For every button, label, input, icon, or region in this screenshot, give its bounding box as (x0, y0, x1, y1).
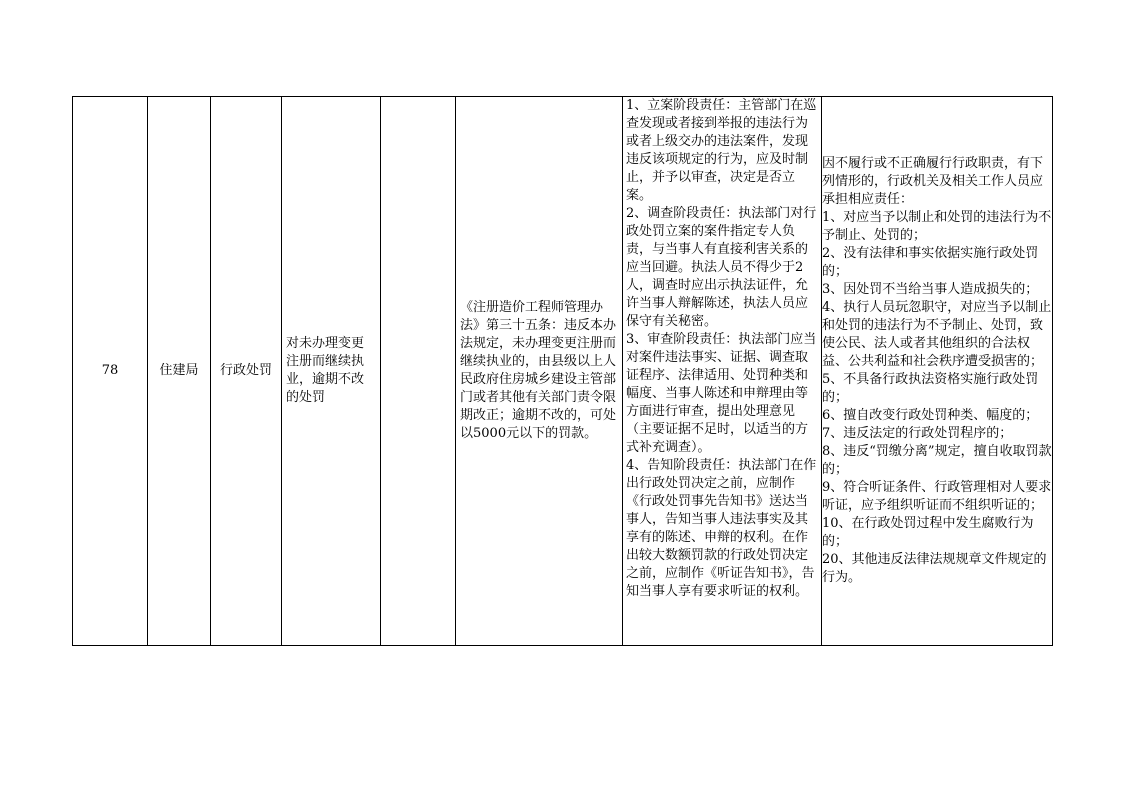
accountability-item: 10、在行政处罚过程中发生腐败行为的； (822, 516, 1034, 549)
accountability-item: 因不履行或不正确履行行政职责，有下列情形的，行政机关及相关工作人员应承担相应责任： (822, 156, 1044, 207)
row-number: 78 (101, 363, 119, 378)
item-name: 对未办理变更注册而继续执业，逾期不改的处罚 (286, 336, 365, 405)
responsibility-item: 3、审查阶段责任：执法部门应当对案件违法事实、证据、调查取证程序、法律适用、处罚种类和幅度、当事人陈述和申辩理由等方面进行审查，提出处理意见（主要证据不足时，以适当的方式补充调查）。 (626, 332, 817, 455)
department: 住建局 (159, 363, 199, 378)
accountability-item: 8、违反“罚缴分离”规定，擅自收取罚款的； (822, 444, 1052, 477)
power-type-cell (211, 97, 282, 646)
responsibility-list (626, 97, 818, 601)
responsibility-clip (623, 97, 821, 645)
department-cell (148, 97, 211, 646)
row-number-cell (73, 97, 148, 646)
accountability-item: 3、因处罚不当给当事人造成损失的； (822, 282, 1039, 297)
accountability-item: 5、不具备行政执法资格实施行政处罚的； (822, 372, 1039, 405)
power-type: 行政处罚 (219, 363, 272, 378)
responsibility-cell (623, 97, 822, 646)
responsibility-item: 4、告知阶段责任：执法部门在作出行政处罚决定之前，应制作《行政处罚事先告知书》送达当事人，告知当事人违法事实及其享有的陈述、申辩的权利。在作出较大数额罚款的行政处罚决定之前，应制作《听证告知书》，告知当事人享有要求听证的权利。 (626, 458, 817, 599)
table-row (73, 97, 1053, 646)
legal-basis-cell (456, 97, 623, 646)
accountability-item: 20、其他违反法律法规规章文件规定的行为。 (822, 552, 1047, 585)
accountability-item: 1、对应当予以制止和处罚的违法行为不予制止、处罚的； (822, 210, 1052, 243)
legal-basis: 《注册造价工程师管理办法》第三十五条：违反本办法规定，未办理变更注册而继续执业的，由县级以上人民政府住房城乡建设主管部门或者其他有关部门责令限期改正；逾期不改的，可处以5000元以下的罚款。 (460, 300, 617, 441)
power-list-table (72, 96, 1053, 646)
accountability-item: 7、违反法定的行政处罚程序的； (822, 426, 1013, 441)
responsibility-item: 2、调查阶段责任：执法部门对行政处罚立案的案件指定专人负责，与当事人有直接利害关系的应当回避。执法人员不得少于2人，调查时应出示执法证件，允许当事人辩解陈述，执法人员应保守有关秘密。 (626, 206, 817, 329)
accountability-item: 9、符合听证条件、行政管理相对人要求听证，应予组织听证而不组织听证的； (822, 480, 1052, 513)
accountability-cell (822, 97, 1053, 646)
sub-item-cell (381, 97, 456, 646)
item-name-cell (282, 97, 381, 646)
accountability-item: 6、擅自改变行政处罚种类、幅度的； (822, 408, 1039, 423)
accountability-item: 2、没有法律和事实依据实施行政处罚的； (822, 246, 1039, 279)
accountability-item: 4、执行人员玩忽职守，对应当予以制止和处罚的违法行为不予制止、处罚，致使公民、法人或者其他组织的合法权益、公共利益和社会秩序遭受损害的； (822, 300, 1052, 369)
responsibility-item: 1、立案阶段责任：主管部门在巡查发现或者接到举报的违法行为或者上级交办的违法案件，发现违反该项规定的行为，应及时制止，并予以审查，决定是否立案。 (626, 98, 817, 203)
